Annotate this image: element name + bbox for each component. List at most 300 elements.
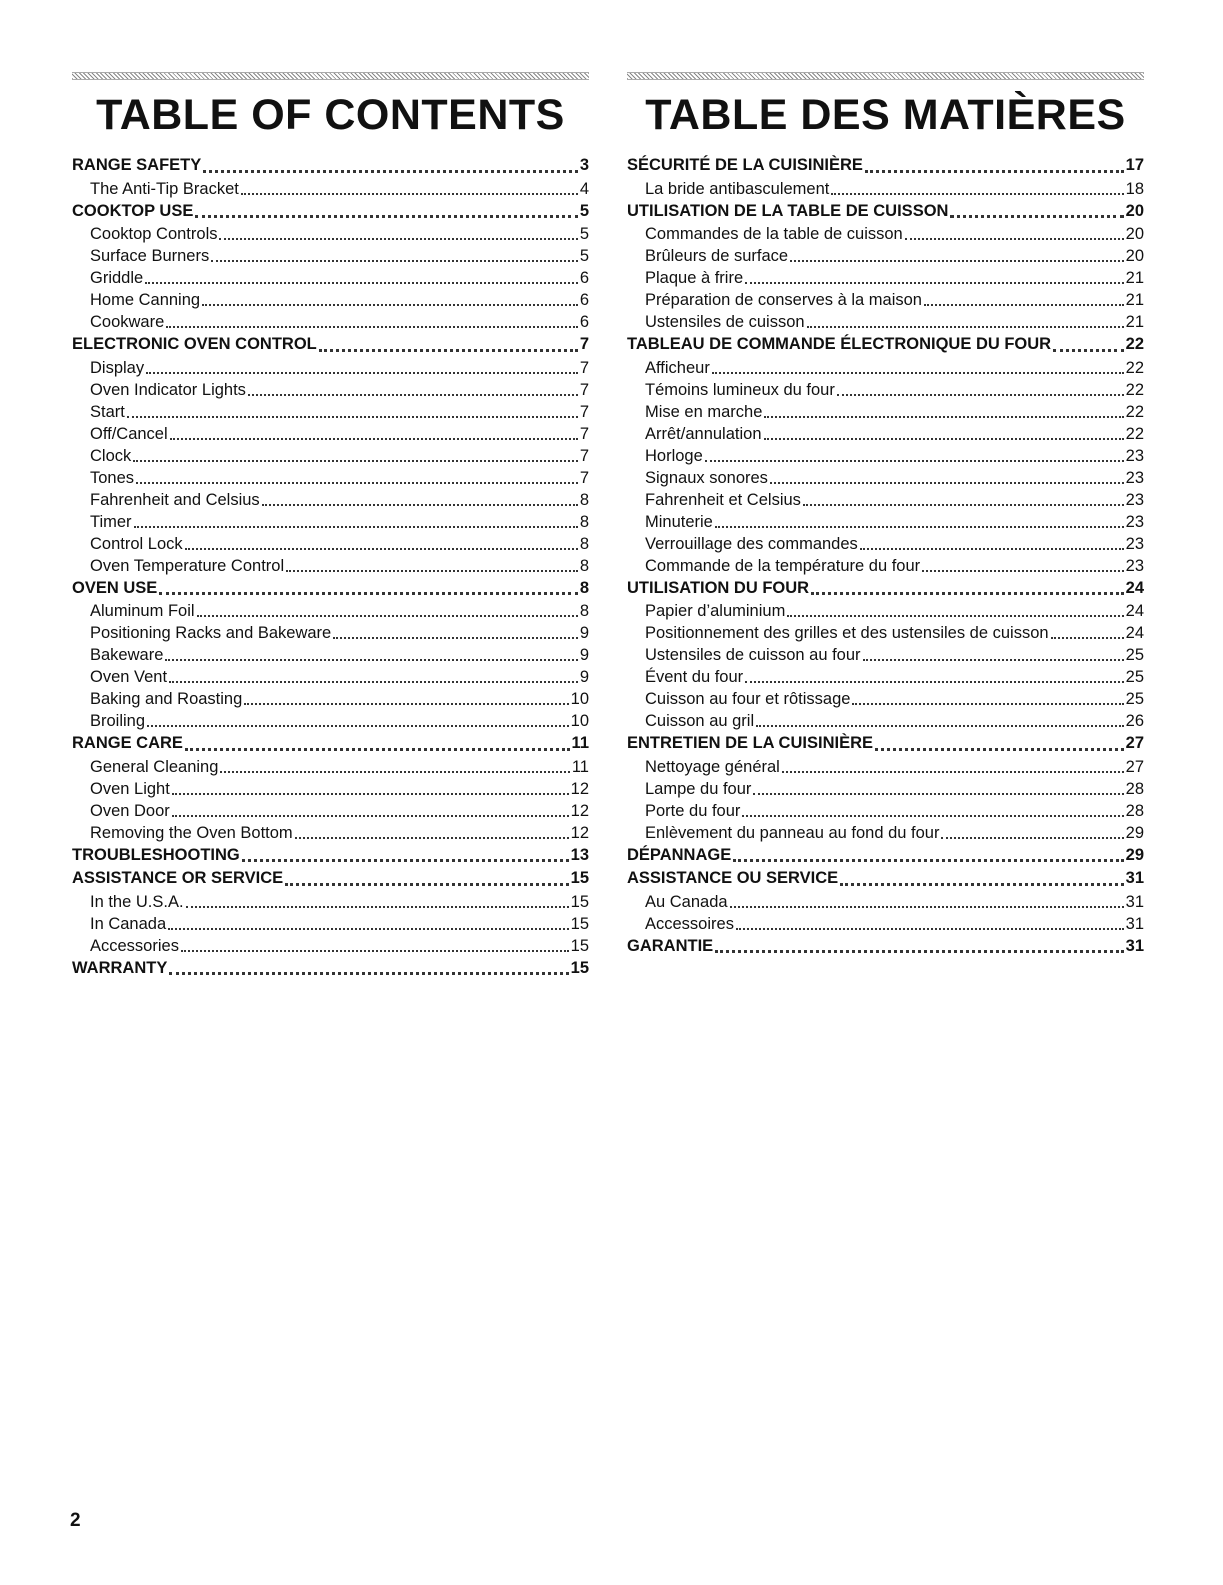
toc-entry-page: 23 bbox=[1125, 490, 1144, 509]
toc-entry-page: 24 bbox=[1125, 578, 1144, 597]
header-rule bbox=[72, 72, 589, 80]
toc-entry-label: In Canada bbox=[90, 914, 167, 933]
dot-leader bbox=[875, 748, 1124, 751]
toc-subsection-entry bbox=[627, 379, 1144, 401]
toc-subsection-entry bbox=[627, 913, 1144, 935]
toc-entry-label: OVEN USE bbox=[72, 578, 158, 597]
toc-entry-label: Porte du four bbox=[645, 801, 741, 820]
toc-entry-page: 25 bbox=[1125, 646, 1144, 664]
dot-leader bbox=[745, 681, 1123, 683]
toc-entry-label: Oven Door bbox=[90, 801, 170, 820]
toc-entry-label: ASSISTANCE OR SERVICE bbox=[72, 869, 284, 887]
toc-subsection-entry bbox=[72, 223, 589, 245]
toc-entry-label: Commandes de la table de cuisson bbox=[645, 225, 903, 243]
dot-leader bbox=[285, 883, 568, 886]
dot-leader bbox=[241, 193, 578, 195]
toc-entry-label: In the U.S.A. bbox=[90, 892, 184, 911]
toc-entry-label: Griddle bbox=[90, 269, 144, 287]
toc-entry-page: 8 bbox=[579, 556, 589, 575]
toc-entry-page: 25 bbox=[1125, 690, 1144, 708]
toc-section-entry bbox=[627, 200, 1144, 224]
toc-entry-page: 8 bbox=[579, 578, 589, 597]
toc-subsection-entry bbox=[72, 445, 589, 467]
toc-subsection-entry bbox=[72, 822, 589, 844]
toc-entry-page: 20 bbox=[1125, 225, 1144, 243]
toc-entry-label: Fahrenheit et Celsius bbox=[645, 490, 801, 509]
toc-entry-label: Verrouillage des commandes bbox=[645, 534, 858, 553]
toc-entry-label: The Anti-Tip Bracket bbox=[90, 179, 239, 198]
toc-subsection-entry bbox=[72, 666, 589, 688]
toc-entry-page: 28 bbox=[1125, 801, 1144, 820]
toc-entry-label: Broiling bbox=[90, 712, 146, 730]
dot-leader bbox=[1051, 637, 1124, 639]
dot-leader bbox=[787, 615, 1123, 617]
dot-leader bbox=[770, 482, 1124, 484]
toc-entry-label: Cooktop Controls bbox=[90, 225, 218, 243]
dot-leader bbox=[753, 793, 1123, 795]
dot-leader bbox=[219, 238, 577, 240]
toc-subsection-entry bbox=[627, 710, 1144, 732]
toc-entry-label: Arrêt/annulation bbox=[645, 424, 762, 443]
toc-entry-label: Brûleurs de surface bbox=[645, 247, 789, 265]
toc-entry-label: La bride antibasculement bbox=[645, 179, 830, 198]
dot-leader bbox=[811, 592, 1124, 595]
toc-entry-page: 7 bbox=[579, 402, 589, 421]
toc-section-entry bbox=[72, 333, 589, 357]
dot-leader bbox=[756, 725, 1124, 727]
toc-entry-page: 7 bbox=[579, 424, 589, 443]
dot-leader bbox=[319, 349, 578, 352]
toc-entry-page: 22 bbox=[1125, 358, 1144, 377]
toc-entry-label: Display bbox=[90, 358, 145, 377]
toc-subsection-entry bbox=[627, 555, 1144, 577]
toc-list bbox=[72, 154, 589, 980]
toc-entry-page: 23 bbox=[1125, 446, 1144, 465]
dot-leader bbox=[905, 238, 1124, 240]
toc-subsection-entry bbox=[627, 489, 1144, 511]
toc-entry-label: Clock bbox=[90, 446, 132, 465]
toc-entry-page: 6 bbox=[579, 269, 589, 287]
toc-subsection-entry bbox=[72, 267, 589, 289]
toc-entry-page: 21 bbox=[1125, 291, 1144, 309]
toc-section-entry bbox=[627, 333, 1144, 357]
toc-subsection-entry bbox=[627, 423, 1144, 445]
dot-leader bbox=[840, 883, 1123, 886]
toc-entry-label: SÉCURITÉ DE LA CUISINIÈRE bbox=[627, 156, 863, 174]
dot-leader bbox=[852, 703, 1123, 705]
toc-entry-page: 27 bbox=[1125, 734, 1144, 752]
toc-entry-page: 31 bbox=[1125, 914, 1144, 933]
toc-entry-page: 15 bbox=[570, 892, 589, 911]
dot-leader bbox=[742, 815, 1123, 817]
toc-subsection-entry bbox=[627, 600, 1144, 622]
toc-section-entry bbox=[627, 732, 1144, 756]
toc-entry-label: Cuisson au gril bbox=[645, 712, 755, 730]
toc-entry-label: Fahrenheit and Celsius bbox=[90, 490, 260, 509]
toc-subsection-entry bbox=[627, 289, 1144, 311]
toc-entry-label: Ustensiles de cuisson au four bbox=[645, 646, 861, 664]
dot-leader bbox=[166, 326, 578, 328]
dot-leader bbox=[242, 859, 569, 862]
toc-entry-label: ELECTRONIC OVEN CONTROL bbox=[72, 335, 317, 353]
toc-entry-label: Start bbox=[90, 402, 125, 421]
toc-subsection-entry bbox=[72, 622, 589, 644]
toc-entry-page: 12 bbox=[570, 801, 589, 820]
toc-list-french bbox=[627, 154, 1144, 958]
toc-section-entry bbox=[627, 577, 1144, 601]
toc-entry-label: Off/Cancel bbox=[90, 424, 168, 443]
dot-leader bbox=[195, 215, 577, 218]
dot-leader bbox=[170, 438, 578, 440]
toc-entry-page: 20 bbox=[1125, 247, 1144, 265]
toc-entry-page: 13 bbox=[570, 845, 589, 864]
toc-subsection-entry bbox=[72, 467, 589, 489]
toc-entry-label: Évent du four bbox=[645, 668, 744, 686]
toc-entry-page: 11 bbox=[571, 734, 589, 752]
toc-entry-label: Papier d’aluminium bbox=[645, 602, 786, 620]
toc-subsection-entry bbox=[627, 267, 1144, 289]
toc-entry-label: Bakeware bbox=[90, 646, 164, 664]
dot-leader bbox=[950, 215, 1123, 218]
toc-english-column bbox=[72, 72, 589, 980]
toc-french-column bbox=[627, 72, 1144, 958]
dot-leader bbox=[169, 681, 578, 683]
dot-leader bbox=[764, 416, 1123, 418]
toc-entry-label: RANGE CARE bbox=[72, 734, 183, 752]
dot-leader bbox=[203, 170, 578, 173]
toc-entry-page: 22 bbox=[1125, 335, 1144, 353]
toc-entry-page: 9 bbox=[579, 646, 589, 664]
toc-subsection-entry bbox=[72, 357, 589, 379]
toc-entry-page: 4 bbox=[579, 179, 589, 198]
toc-subsection-entry bbox=[72, 423, 589, 445]
toc-entry-label: WARRANTY bbox=[72, 958, 168, 977]
dot-leader bbox=[168, 928, 568, 930]
toc-entry-label: TABLEAU DE COMMANDE ÉLECTRONIQUE DU FOUR bbox=[627, 335, 1052, 353]
toc-entry-label: Afficheur bbox=[645, 358, 710, 377]
dot-leader bbox=[745, 282, 1124, 284]
toc-subsection-entry bbox=[627, 756, 1144, 778]
dot-leader bbox=[764, 438, 1124, 440]
toc-subsection-entry bbox=[72, 891, 589, 913]
dot-leader bbox=[733, 859, 1123, 862]
toc-entry-label: Oven Indicator Lights bbox=[90, 380, 246, 399]
dot-leader bbox=[172, 815, 569, 817]
toc-entry-page: 3 bbox=[579, 156, 589, 174]
toc-entry-label: Oven Vent bbox=[90, 668, 168, 686]
toc-entry-page: 26 bbox=[1125, 712, 1144, 730]
dot-leader bbox=[202, 304, 578, 306]
dot-leader bbox=[244, 703, 568, 705]
dot-leader bbox=[922, 570, 1123, 572]
toc-entry-page: 8 bbox=[579, 490, 589, 509]
toc-entry-page: 22 bbox=[1125, 424, 1144, 443]
dot-leader bbox=[159, 592, 578, 595]
dot-leader bbox=[181, 950, 569, 952]
toc-entry-label: Témoins lumineux du four bbox=[645, 380, 835, 399]
toc-subsection-entry bbox=[72, 511, 589, 533]
dot-leader bbox=[136, 482, 578, 484]
toc-subsection-entry bbox=[72, 644, 589, 666]
toc-section-entry bbox=[72, 154, 589, 178]
toc-subsection-entry bbox=[627, 622, 1144, 644]
toc-entry-page: 10 bbox=[570, 690, 589, 708]
toc-entry-page: 21 bbox=[1125, 313, 1144, 331]
dot-leader bbox=[197, 615, 578, 617]
toc-entry-label: Enlèvement du panneau au fond du four bbox=[645, 823, 940, 842]
toc-subsection-entry bbox=[627, 800, 1144, 822]
toc-entry-page: 23 bbox=[1125, 512, 1144, 531]
toc-entry-page: 25 bbox=[1125, 668, 1144, 686]
toc-entry-label: ASSISTANCE OU SERVICE bbox=[627, 869, 839, 887]
toc-entry-page: 15 bbox=[570, 936, 589, 955]
toc-subsection-entry bbox=[72, 913, 589, 935]
toc-subsection-entry bbox=[627, 822, 1144, 844]
toc-subsection-entry bbox=[627, 891, 1144, 913]
dot-leader bbox=[837, 394, 1124, 396]
toc-entry-label: Signaux sonores bbox=[645, 468, 768, 487]
toc-subsection-entry bbox=[72, 778, 589, 800]
toc-entry-page: 23 bbox=[1125, 534, 1144, 553]
toc-entry-page: 5 bbox=[579, 201, 589, 220]
toc-entry-page: 6 bbox=[579, 313, 589, 331]
toc-entry-page: 6 bbox=[579, 291, 589, 309]
toc-subsection-entry bbox=[72, 935, 589, 957]
dot-leader bbox=[790, 260, 1124, 262]
toc-entry-page: 9 bbox=[579, 624, 589, 642]
toc-entry-label: Surface Burners bbox=[90, 247, 210, 265]
toc-entry-page: 24 bbox=[1125, 602, 1144, 620]
toc-entry-page: 17 bbox=[1125, 156, 1144, 174]
toc-entry-label: Lampe du four bbox=[645, 779, 752, 798]
toc-title: TABLE OF CONTENTS bbox=[96, 91, 565, 139]
toc-entry-page: 5 bbox=[579, 247, 589, 265]
toc-section-entry bbox=[627, 154, 1144, 178]
toc-entry-page: 29 bbox=[1125, 845, 1144, 864]
dot-leader bbox=[736, 928, 1124, 930]
toc-entry-page: 28 bbox=[1125, 779, 1144, 798]
page-number: 2 bbox=[70, 1510, 81, 1531]
toc-subsection-entry bbox=[627, 666, 1144, 688]
dot-leader bbox=[865, 170, 1124, 173]
dot-leader bbox=[803, 504, 1124, 506]
toc-section-entry bbox=[72, 867, 589, 891]
toc-subsection-entry bbox=[627, 467, 1144, 489]
dot-leader bbox=[712, 372, 1124, 374]
toc-entry-label: General Cleaning bbox=[90, 757, 219, 776]
toc-section-entry bbox=[627, 867, 1144, 891]
dot-leader bbox=[185, 548, 578, 550]
toc-entry-label: Oven Light bbox=[90, 779, 170, 798]
dot-leader bbox=[165, 659, 577, 661]
dot-leader bbox=[134, 526, 578, 528]
toc-entry-label: Ustensiles de cuisson bbox=[645, 313, 805, 331]
header-rule bbox=[627, 72, 1144, 80]
dot-leader bbox=[831, 193, 1123, 195]
toc-entry-label: Plaque à frire bbox=[645, 269, 744, 287]
toc-entry-page: 29 bbox=[1125, 823, 1144, 842]
toc-title-french: TABLE DES MATIÈRES bbox=[645, 91, 1126, 139]
toc-entry-page: 22 bbox=[1125, 380, 1144, 399]
dot-leader bbox=[333, 637, 578, 639]
dot-leader bbox=[295, 837, 569, 839]
toc-entry-page: 8 bbox=[579, 512, 589, 531]
toc-subsection-entry bbox=[627, 401, 1144, 423]
toc-entry-page: 21 bbox=[1125, 269, 1144, 287]
toc-entry-label: Mise en marche bbox=[645, 402, 763, 421]
toc-entry-page: 27 bbox=[1125, 757, 1144, 776]
toc-subsection-entry bbox=[627, 178, 1144, 200]
toc-entry-label: Baking and Roasting bbox=[90, 690, 243, 708]
toc-entry-label: Au Canada bbox=[645, 892, 728, 911]
dot-leader bbox=[169, 972, 568, 975]
toc-section-entry bbox=[72, 957, 589, 981]
toc-subsection-entry bbox=[627, 688, 1144, 710]
toc-entry-label: Accessories bbox=[90, 936, 179, 955]
toc-entry-label: Horloge bbox=[645, 446, 703, 465]
dot-leader bbox=[262, 504, 578, 506]
dot-leader bbox=[730, 906, 1124, 908]
dot-leader bbox=[1053, 349, 1124, 352]
toc-entry-page: 31 bbox=[1125, 892, 1144, 911]
toc-entry-page: 7 bbox=[579, 358, 589, 377]
dot-leader bbox=[715, 950, 1123, 953]
toc-entry-page: 15 bbox=[570, 958, 589, 977]
toc-subsection-entry bbox=[72, 311, 589, 333]
toc-entry-page: 11 bbox=[571, 757, 589, 776]
dot-leader bbox=[705, 460, 1124, 462]
dot-leader bbox=[145, 282, 578, 284]
toc-entry-label: Home Canning bbox=[90, 291, 201, 309]
toc-entry-label: ENTRETIEN DE LA CUISINIÈRE bbox=[627, 734, 873, 752]
toc-entry-label: GARANTIE bbox=[627, 936, 714, 955]
dot-leader bbox=[715, 526, 1124, 528]
dot-leader bbox=[211, 260, 578, 262]
dot-leader bbox=[133, 460, 578, 462]
toc-section-entry bbox=[72, 577, 589, 601]
dot-leader bbox=[147, 725, 569, 727]
toc-entry-label: Positioning Racks and Bakeware bbox=[90, 624, 332, 642]
toc-subsection-entry bbox=[72, 489, 589, 511]
toc-entry-label: TROUBLESHOOTING bbox=[72, 845, 240, 864]
dot-leader bbox=[172, 793, 569, 795]
toc-section-entry bbox=[72, 844, 589, 868]
toc-subsection-entry bbox=[72, 710, 589, 732]
toc-entry-label: Control Lock bbox=[90, 534, 183, 553]
toc-subsection-entry bbox=[72, 245, 589, 267]
toc-subsection-entry bbox=[627, 778, 1144, 800]
dot-leader bbox=[863, 659, 1124, 661]
toc-entry-page: 5 bbox=[579, 225, 589, 243]
dot-leader bbox=[807, 326, 1124, 328]
toc-entry-label: Timer bbox=[90, 512, 132, 531]
toc-subsection-entry bbox=[72, 756, 589, 778]
toc-subsection-entry bbox=[627, 533, 1144, 555]
dot-leader bbox=[860, 548, 1124, 550]
toc-entry-page: 23 bbox=[1125, 556, 1144, 575]
toc-entry-page: 15 bbox=[570, 914, 589, 933]
toc-entry-label: Nettoyage général bbox=[645, 757, 780, 776]
toc-entry-label: DÉPANNAGE bbox=[627, 845, 732, 864]
toc-subsection-entry bbox=[627, 445, 1144, 467]
toc-subsection-entry bbox=[627, 223, 1144, 245]
toc-subsection-entry bbox=[627, 311, 1144, 333]
dot-leader bbox=[146, 372, 578, 374]
toc-entry-label: Aluminum Foil bbox=[90, 602, 195, 620]
toc-entry-label: RANGE SAFETY bbox=[72, 156, 202, 174]
toc-entry-label: Accessoires bbox=[645, 914, 734, 933]
toc-section-entry bbox=[72, 732, 589, 756]
dot-leader bbox=[924, 304, 1124, 306]
dot-leader bbox=[941, 837, 1123, 839]
dot-leader bbox=[248, 394, 578, 396]
toc-entry-page: 7 bbox=[579, 446, 589, 465]
toc-entry-page: 15 bbox=[570, 869, 589, 887]
dot-leader bbox=[220, 771, 569, 773]
toc-subsection-entry bbox=[72, 800, 589, 822]
toc-entry-page: 20 bbox=[1125, 201, 1144, 220]
toc-section-entry bbox=[627, 844, 1144, 868]
toc-entry-label: UTILISATION DE LA TABLE DE CUISSON bbox=[627, 201, 949, 220]
toc-entry-label: Cookware bbox=[90, 313, 165, 331]
toc-entry-page: 12 bbox=[570, 779, 589, 798]
toc-section-entry bbox=[627, 935, 1144, 959]
toc-entry-page: 8 bbox=[579, 602, 589, 620]
toc-subsection-entry bbox=[72, 555, 589, 577]
toc-section-entry bbox=[72, 200, 589, 224]
toc-subsection-entry bbox=[72, 688, 589, 710]
toc-entry-page: 22 bbox=[1125, 402, 1144, 421]
toc-entry-label: Tones bbox=[90, 468, 135, 487]
toc-entry-page: 9 bbox=[579, 668, 589, 686]
toc-entry-label: Préparation de conserves à la maison bbox=[645, 291, 922, 309]
dot-leader bbox=[127, 416, 578, 418]
toc-entry-page: 31 bbox=[1125, 936, 1144, 955]
toc-entry-label: Positionnement des grilles et des ustensiles de cuisson bbox=[645, 624, 1049, 642]
toc-subsection-entry bbox=[627, 511, 1144, 533]
toc-entry-page: 8 bbox=[579, 534, 589, 553]
toc-subsection-entry bbox=[627, 644, 1144, 666]
toc-subsection-entry bbox=[72, 401, 589, 423]
toc-entry-page: 31 bbox=[1125, 869, 1144, 887]
toc-entry-page: 18 bbox=[1125, 179, 1144, 198]
toc-entry-page: 7 bbox=[579, 468, 589, 487]
toc-subsection-entry bbox=[72, 379, 589, 401]
toc-entry-label: Cuisson au four et rôtissage bbox=[645, 690, 851, 708]
toc-entry-page: 24 bbox=[1125, 624, 1144, 642]
toc-entry-label: Oven Temperature Control bbox=[90, 556, 285, 575]
dot-leader bbox=[286, 570, 578, 572]
toc-entry-label: COOKTOP USE bbox=[72, 201, 194, 220]
toc-entry-page: 10 bbox=[570, 712, 589, 730]
toc-subsection-entry bbox=[627, 245, 1144, 267]
toc-subsection-entry bbox=[72, 533, 589, 555]
toc-entry-label: Removing the Oven Bottom bbox=[90, 823, 293, 842]
toc-subsection-entry bbox=[72, 289, 589, 311]
toc-entry-label: Minuterie bbox=[645, 512, 713, 531]
toc-subsection-entry bbox=[627, 357, 1144, 379]
toc-entry-page: 12 bbox=[570, 823, 589, 842]
toc-subsection-entry bbox=[72, 600, 589, 622]
toc-entry-page: 7 bbox=[579, 335, 589, 353]
toc-entry-label: Commande de la température du four bbox=[645, 556, 921, 575]
toc-subsection-entry bbox=[72, 178, 589, 200]
toc-entry-page: 23 bbox=[1125, 468, 1144, 487]
toc-entry-page: 7 bbox=[579, 380, 589, 399]
dot-leader bbox=[186, 906, 569, 908]
toc-entry-label: UTILISATION DU FOUR bbox=[627, 578, 810, 597]
dot-leader bbox=[185, 748, 570, 751]
